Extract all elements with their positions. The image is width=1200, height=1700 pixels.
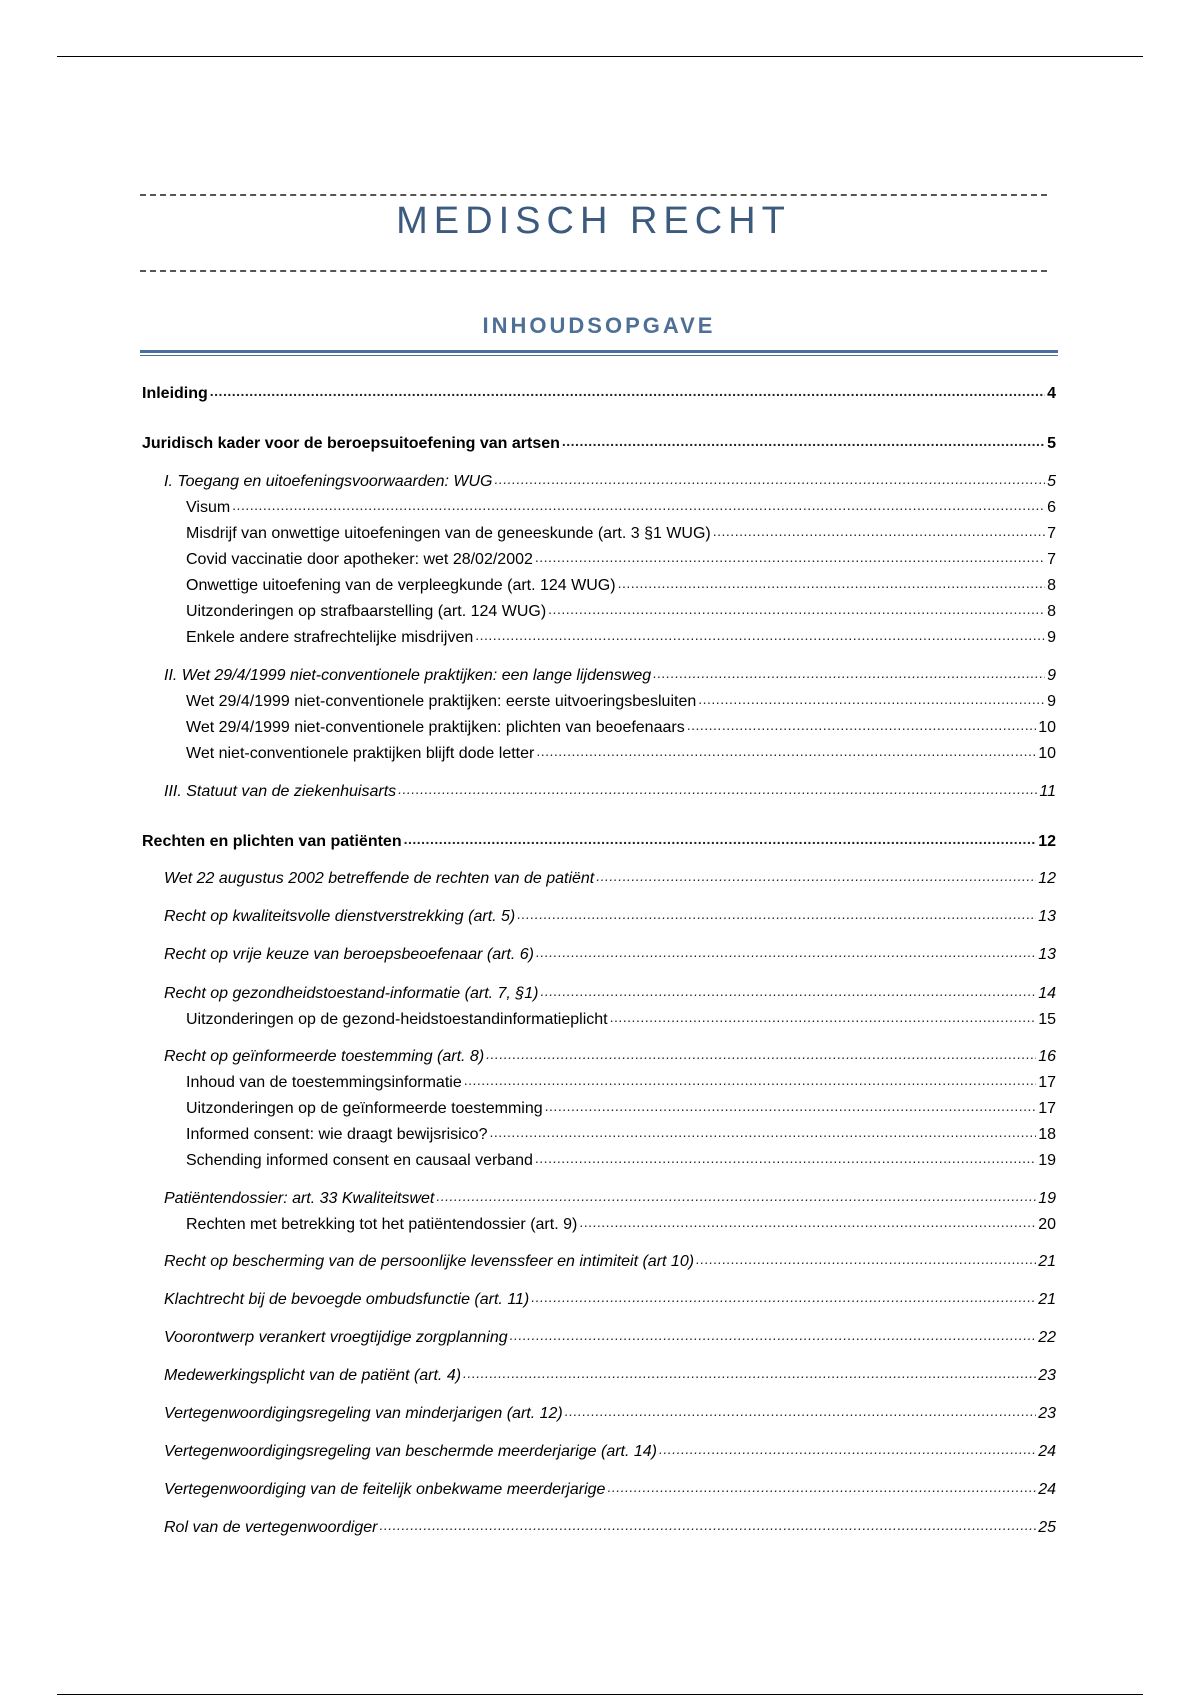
toc-entry-title: Recht op geïnformeerde toestemming (art. 8) [164, 1048, 485, 1065]
toc-entry[interactable] [186, 1072, 1056, 1093]
toc-page-number: 5 [1047, 435, 1056, 452]
toc-page-number: 5 [1047, 473, 1056, 490]
toc-dot-leader [495, 469, 1046, 490]
toc-dot-leader [540, 981, 1036, 1002]
toc-dot-leader [548, 599, 1045, 620]
toc-dot-leader [463, 1363, 1036, 1384]
toc-entry[interactable] [186, 717, 1056, 738]
toc-dot-leader [379, 1515, 1036, 1536]
toc-dot-leader [535, 1148, 1036, 1169]
toc-entry[interactable] [186, 497, 1056, 518]
toc-entry[interactable] [164, 944, 1056, 965]
toc-dot-leader [618, 573, 1046, 594]
toc-dot-leader [545, 1096, 1037, 1117]
toc-page-number: 17 [1038, 1100, 1056, 1117]
toc-page-number: 7 [1047, 525, 1056, 542]
toc-entry-title: Recht op kwaliteitsvolle dienstverstrekking (art. 5) [164, 908, 516, 925]
toc-entry-title: Rol van de vertegenwoordiger [164, 1519, 378, 1536]
document-title: MEDISCH RECHT [396, 200, 791, 242]
toc-entry-title: Wet 29/4/1999 niet-conventionele praktijken: plichten van beoefenaars [186, 719, 685, 736]
toc-entry[interactable] [142, 433, 1056, 454]
toc-dot-leader [607, 1477, 1036, 1498]
toc-page-number: 8 [1047, 577, 1056, 594]
toc-dot-leader [398, 779, 1037, 800]
toc-page-number: 14 [1038, 985, 1056, 1002]
toc-entry[interactable] [186, 1150, 1056, 1171]
toc-page-number: 6 [1047, 499, 1056, 516]
toc-entry-title: Inleiding [142, 385, 208, 402]
header-rule [57, 56, 1143, 57]
toc-entry-title: Onwettige uitoefening van de verpleegkunde (art. 124 WUG) [186, 577, 616, 594]
toc-entry-title: Vertegenwoordigingsregeling van beschermde meerderjarige (art. 14) [164, 1443, 658, 1460]
toc-entry[interactable] [164, 1251, 1056, 1272]
toc-dot-leader [510, 1325, 1037, 1346]
toc-page-number: 9 [1047, 667, 1056, 684]
toc-entry[interactable] [186, 1214, 1056, 1235]
toc-page-number: 16 [1038, 1048, 1056, 1065]
footer-rule [57, 1694, 1143, 1695]
toc-entry[interactable] [186, 743, 1056, 764]
toc-page-number: 12 [1038, 833, 1056, 850]
toc-dot-leader [698, 689, 1045, 710]
toc-dot-leader [713, 521, 1045, 542]
toc-entry[interactable] [164, 781, 1056, 802]
toc-entry[interactable] [186, 1124, 1056, 1145]
toc-page-number: 20 [1038, 1216, 1056, 1233]
toc-dot-leader [687, 715, 1037, 736]
toc-entry[interactable] [164, 1046, 1056, 1067]
toc-entry[interactable] [186, 523, 1056, 544]
toc-entry[interactable] [186, 691, 1056, 712]
toc-entry-title: Uitzonderingen op de geïnformeerde toestemming [186, 1100, 543, 1117]
toc-entry-title: Recht op gezondheidstoestand-informatie (art. 7, §1) [164, 985, 539, 1002]
toc-entry[interactable] [164, 665, 1056, 686]
toc-entry-title: Informed consent: wie draagt bewijsrisico? [186, 1126, 488, 1143]
toc-page-number: 22 [1038, 1329, 1056, 1346]
toc-entry-title: Schending informed consent en causaal verband [186, 1152, 533, 1169]
toc-page-number: 23 [1038, 1367, 1056, 1384]
toc-entry-title: Wet 29/4/1999 niet-conventionele praktijken: eerste uitvoeringsbesluiten [186, 693, 697, 710]
toc-dot-leader [489, 1122, 1036, 1143]
toc-entry-title: Rechten met betrekking tot het patiëntendossier (art. 9) [186, 1216, 578, 1233]
toc-entry-title: Uitzonderingen op strafbaarstelling (art. 124 WUG) [186, 603, 547, 620]
toc-entry-title: Vertegenwoordigingsregeling van minderjarigen (art. 12) [164, 1405, 563, 1422]
toc-dot-leader [210, 381, 1045, 402]
toc-dot-leader [535, 547, 1045, 568]
toc-dot-leader [475, 625, 1045, 646]
toc-entry[interactable] [186, 549, 1056, 570]
toc-dot-leader [536, 741, 1036, 762]
toc-dot-leader [232, 495, 1045, 516]
toc-dot-leader [659, 1439, 1036, 1460]
toc-entry-title: I. Toegang en uitoefeningsvoorwaarden: WUG [164, 473, 493, 490]
toc-dot-leader [536, 942, 1036, 963]
toc-page-number: 10 [1038, 719, 1056, 736]
toc-entry-title: Enkele andere strafrechtelijke misdrijven [186, 629, 474, 646]
toc-entry[interactable] [164, 1365, 1056, 1386]
toc-entry[interactable] [142, 383, 1056, 404]
toc-page-number: 19 [1038, 1152, 1056, 1169]
toc-entry-title: Visum [186, 499, 231, 516]
toc-dot-leader [579, 1212, 1036, 1233]
toc-entry[interactable] [142, 831, 1056, 852]
toc-dot-leader [696, 1249, 1036, 1270]
toc-page-number: 21 [1038, 1291, 1056, 1308]
toc-page-number: 9 [1047, 693, 1056, 710]
title-dashed-rule-top [140, 194, 1047, 196]
toc-entry-title: Recht op bescherming van de persoonlijke levenssfeer en intimiteit (art 10) [164, 1253, 695, 1270]
toc-entry[interactable] [164, 868, 1056, 889]
toc-page-number: 24 [1038, 1443, 1056, 1460]
toc-entry-title: Voorontwerp verankert vroegtijdige zorgplanning [164, 1329, 508, 1346]
toc-page-number: 9 [1047, 629, 1056, 646]
toc-entry-title: Inhoud van de toestemmingsinformatie [186, 1074, 462, 1091]
toc-entry-title: III. Statuut van de ziekenhuisarts [164, 783, 397, 800]
toc-dot-leader [517, 904, 1036, 925]
toc-entry-title: Covid vaccinatie door apotheker: wet 28/02/2002 [186, 551, 533, 568]
toc-page-number: 15 [1038, 1011, 1056, 1028]
toc-page-number: 24 [1038, 1481, 1056, 1498]
toc-entry[interactable] [186, 1009, 1056, 1030]
toc-entry[interactable] [164, 1289, 1056, 1310]
toc-entry[interactable] [186, 627, 1056, 648]
toc-page-number: 10 [1038, 745, 1056, 762]
toc-dot-leader [404, 829, 1037, 850]
toc-entry[interactable] [164, 471, 1056, 492]
toc-page-number: 12 [1038, 870, 1056, 887]
toc-page-number: 13 [1038, 908, 1056, 925]
toc-page-number: 7 [1047, 551, 1056, 568]
toc-entry[interactable] [186, 575, 1056, 596]
toc-entry-title: Vertegenwoordiging van de feitelijk onbekwame meerderjarige [164, 1481, 606, 1498]
toc-entry-title: Uitzonderingen op de gezond-heidstoestandinformatieplicht [186, 1011, 608, 1028]
toc-entry[interactable] [164, 983, 1056, 1004]
toc-entry-title: Rechten en plichten van patiënten [142, 833, 402, 850]
toc-entry[interactable] [164, 1517, 1056, 1538]
toc-heading-rule [140, 350, 1058, 356]
toc-entry-title: Wet 22 augustus 2002 betreffende de rechten van de patiënt [164, 870, 595, 887]
toc-entry-title: Medewerkingsplicht van de patiënt (art. 4) [164, 1367, 462, 1384]
toc-page-number: 17 [1038, 1074, 1056, 1091]
toc-dot-leader [596, 866, 1036, 887]
toc-dot-leader [565, 1401, 1036, 1422]
toc-page-number: 13 [1038, 946, 1056, 963]
toc-entry[interactable] [164, 1441, 1056, 1462]
toc-entry-title: II. Wet 29/4/1999 niet-conventionele praktijken: een lange lijdensweg [164, 667, 652, 684]
toc-dot-leader [464, 1070, 1036, 1091]
toc-page-number: 18 [1038, 1126, 1056, 1143]
toc-entry[interactable] [186, 1098, 1056, 1119]
toc-entry-title: Wet niet-conventionele praktijken blijft dode letter [186, 745, 535, 762]
toc-entry[interactable] [186, 601, 1056, 622]
toc-entry-title: Juridisch kader voor de beroepsuitoefening van artsen [142, 435, 560, 452]
toc-entry-title: Misdrijf van onwettige uitoefeningen van de geneeskunde (art. 3 §1 WUG) [186, 525, 711, 542]
toc-dot-leader [610, 1007, 1037, 1028]
toc-entry-title: Patiëntendossier: art. 33 Kwaliteitswet [164, 1190, 435, 1207]
toc-dot-leader [531, 1287, 1036, 1308]
toc-heading: INHOUDSOPGAVE [482, 313, 716, 338]
toc-entry[interactable] [164, 1403, 1056, 1424]
toc-dot-leader [653, 663, 1045, 684]
toc-dot-leader [562, 431, 1045, 452]
title-dashed-rule-bottom [140, 270, 1047, 272]
toc-entry[interactable] [164, 1188, 1056, 1209]
toc-entry[interactable] [164, 1327, 1056, 1348]
toc-page-number: 23 [1038, 1405, 1056, 1422]
toc-entry-title: Klachtrecht bij de bevoegde ombudsfunctie (art. 11) [164, 1291, 530, 1308]
toc-page-number: 4 [1047, 385, 1056, 402]
toc-entry-title: Recht op vrije keuze van beroepsbeoefenaar (art. 6) [164, 946, 534, 963]
toc-dot-leader [436, 1186, 1036, 1207]
toc-page-number: 21 [1038, 1253, 1056, 1270]
toc-page-number: 11 [1039, 783, 1056, 800]
toc-dot-leader [486, 1044, 1036, 1065]
toc-page-number: 8 [1047, 603, 1056, 620]
toc-page-number: 19 [1038, 1190, 1056, 1207]
toc-entry[interactable] [164, 906, 1056, 927]
toc-entry[interactable] [164, 1479, 1056, 1500]
toc-page-number: 25 [1038, 1519, 1056, 1536]
